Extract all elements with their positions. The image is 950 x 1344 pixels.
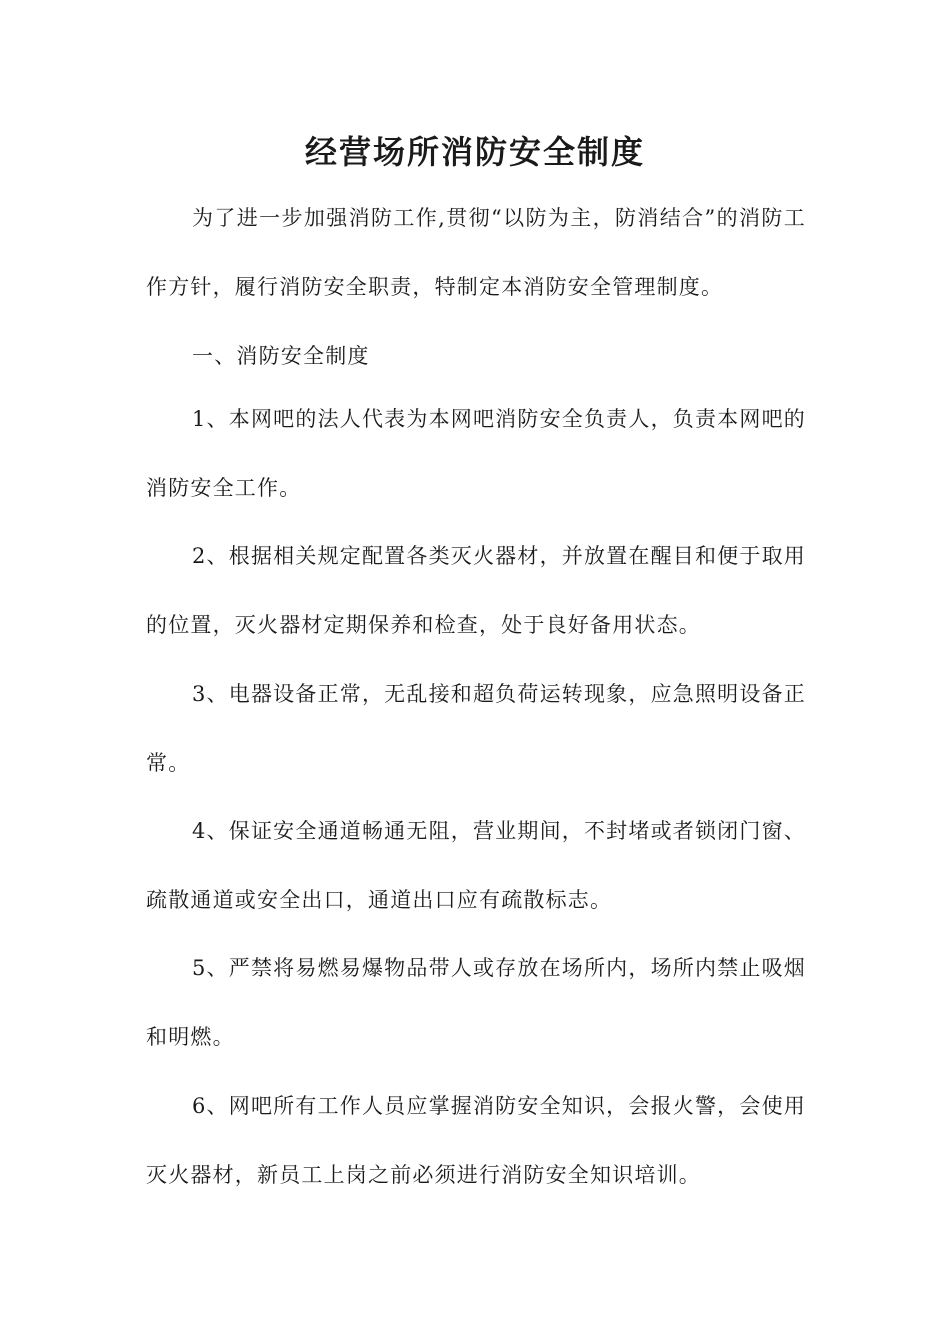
rule-item-3: 3、电器设备正常，无乱接和超负荷运转现象，应急照明设备正常。 bbox=[146, 682, 806, 775]
rule-item-4: 4、保证安全通道畅通无阻，营业期间，不封堵或者锁闭门窗、疏散通道或安全出口，通道出口应有疏散标志。 bbox=[146, 819, 806, 912]
rule-item-6: 6、网吧所有工作人员应掌握消防安全知识，会报火警，会使用灭火器材，新员工上岗之前必须进行消防安全知识培训。 bbox=[146, 1094, 806, 1187]
document-title: 经营场所消防安全制度 bbox=[304, 133, 645, 171]
section-heading: 一、消防安全制度 bbox=[192, 344, 370, 368]
rule-item-2: 2、根据相关规定配置各类灭火器材，并放置在醒目和便于取用的位置，灭火器材定期保养和检查，处于良好备用状态。 bbox=[146, 544, 806, 637]
intro-paragraph: 为了进一步加强消防工作,贯彻“以防为主，防消结合”的消防工作方针，履行消防安全职责，特制定本消防安全管理制度。 bbox=[146, 206, 806, 299]
rule-item-1: 1、本网吧的法人代表为本网吧消防安全负责人，负责本网吧的消防安全工作。 bbox=[146, 407, 806, 500]
rule-item-5: 5、严禁将易燃易爆物品带人或存放在场所内，场所内禁止吸烟和明燃。 bbox=[146, 956, 806, 1049]
